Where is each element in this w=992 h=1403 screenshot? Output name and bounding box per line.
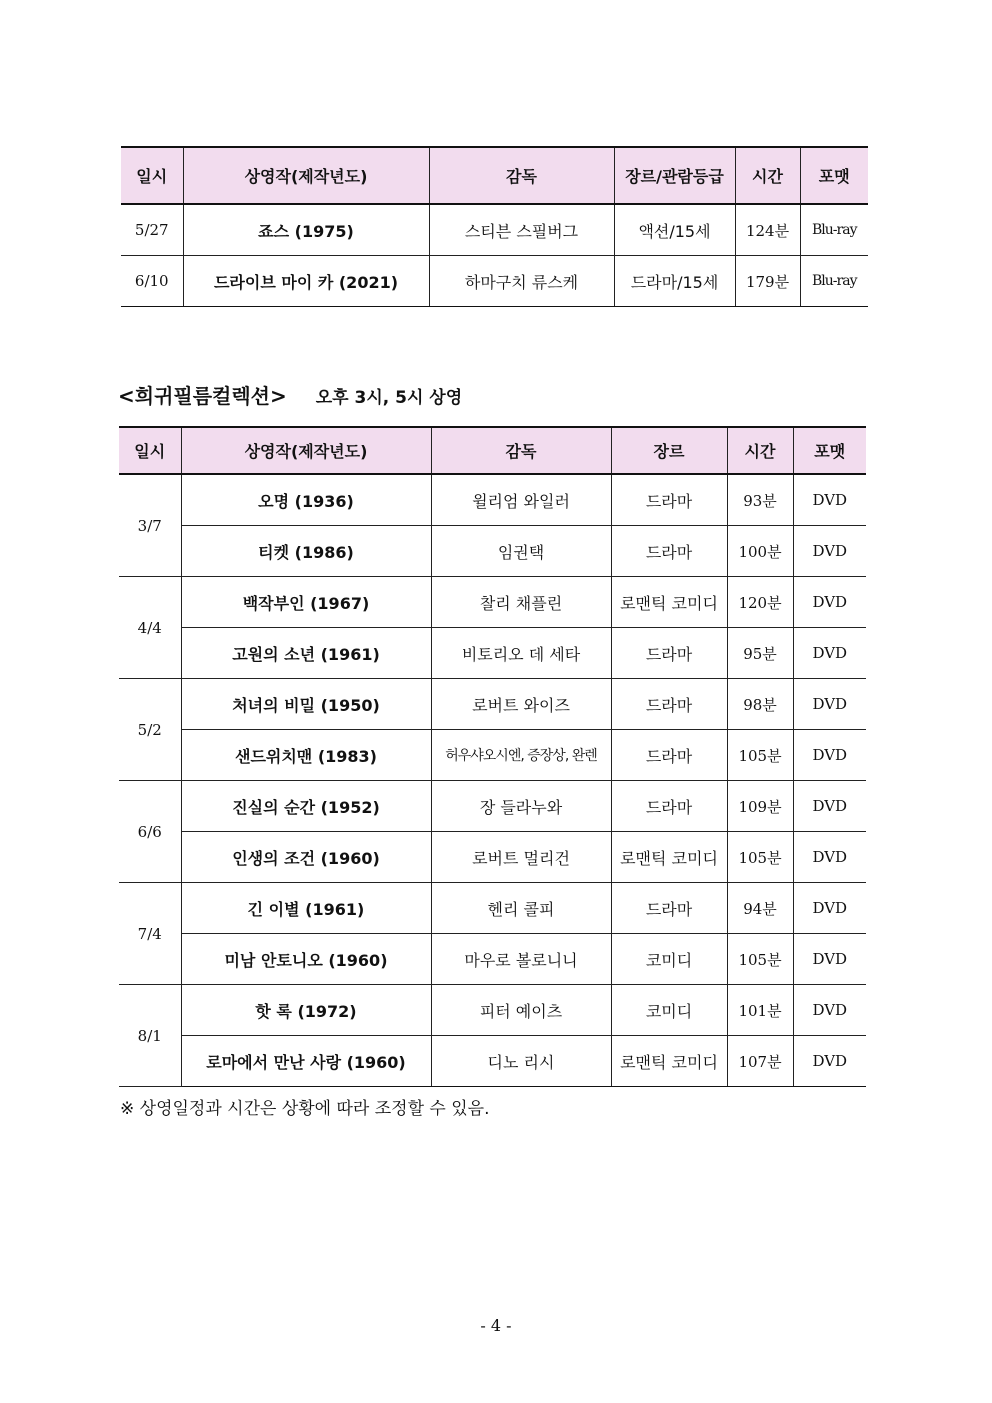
cell-genre: 드라마 [611, 730, 727, 781]
cell-genre: 드라마/15세 [614, 256, 735, 307]
cell-title: 샌드위치맨 (1983) [181, 730, 431, 781]
cell-director: 마우로 볼로니니 [431, 934, 611, 985]
cell-time: 105분 [727, 730, 793, 781]
cell-genre: 드라마 [611, 679, 727, 730]
cell-genre: 로맨틱 코미디 [611, 832, 727, 883]
table-row [119, 679, 866, 730]
cell-genre: 드라마 [611, 526, 727, 577]
cell-director: 스티븐 스필버그 [429, 204, 614, 256]
header-time: 시간 [727, 427, 793, 474]
table-row [119, 1036, 866, 1087]
cell-title: 로마에서 만난 사랑 (1960) [181, 1036, 431, 1087]
cell-time: 95분 [727, 628, 793, 679]
header-director: 감독 [431, 427, 611, 474]
table-row [119, 628, 866, 679]
table-header-row [121, 147, 868, 204]
header-genre-rating: 장르/관람등급 [614, 147, 735, 204]
cell-director: 로버트 와이즈 [431, 679, 611, 730]
cell-title: 인생의 조건 (1960) [181, 832, 431, 883]
cell-title: 드라이브 마이 카 (2021) [183, 256, 429, 307]
cell-time: 107분 [727, 1036, 793, 1087]
table-row [119, 526, 866, 577]
table-row [119, 883, 866, 934]
cell-time: 120분 [727, 577, 793, 628]
cell-director: 헨리 콜피 [431, 883, 611, 934]
cell-time: 105분 [727, 832, 793, 883]
cell-director: 장 들라누와 [431, 781, 611, 832]
cell-genre: 드라마 [611, 883, 727, 934]
section-subtitle: 오후 3시, 5시 상영 [315, 388, 463, 408]
cell-date: 5/27 [121, 204, 183, 256]
cell-genre: 드라마 [611, 474, 727, 526]
table-header-row [119, 427, 866, 474]
page-number: - 4 - [480, 1316, 512, 1335]
cell-format: DVD [793, 883, 866, 934]
cell-format: DVD [793, 474, 866, 526]
cell-title: 처녀의 비밀 (1950) [181, 679, 431, 730]
table-row [121, 256, 868, 307]
cell-genre: 드라마 [611, 628, 727, 679]
cell-time: 101분 [727, 985, 793, 1036]
cell-date: 5/2 [119, 679, 181, 781]
cell-genre: 코미디 [611, 934, 727, 985]
cell-format: DVD [793, 679, 866, 730]
header-title: 상영작(제작년도) [181, 427, 431, 474]
cell-director: 허우샤오시엔, 증장상, 완렌 [431, 730, 611, 781]
cell-director: 윌리엄 와일러 [431, 474, 611, 526]
cell-genre: 로맨틱 코미디 [611, 577, 727, 628]
cell-time: 124분 [735, 204, 800, 256]
cell-format: Blu-ray [800, 204, 868, 256]
schedule-note: ※ 상영일정과 시간은 상황에 따라 조정할 수 있음. [120, 1099, 490, 1119]
cell-director: 로버트 멀리건 [431, 832, 611, 883]
cell-time: 94분 [727, 883, 793, 934]
cell-time: 98분 [727, 679, 793, 730]
cell-title: 오명 (1936) [181, 474, 431, 526]
cell-genre: 코미디 [611, 985, 727, 1036]
header-date: 일시 [119, 427, 181, 474]
header-director: 감독 [429, 147, 614, 204]
cell-time: 93분 [727, 474, 793, 526]
cell-format: DVD [793, 628, 866, 679]
section-title [118, 380, 462, 409]
header-format: 포맷 [800, 147, 868, 204]
cell-director: 디노 리시 [431, 1036, 611, 1087]
table-row [119, 781, 866, 832]
table-row [119, 577, 866, 628]
table-row [121, 204, 868, 256]
cell-date: 7/4 [119, 883, 181, 985]
cell-format: DVD [793, 730, 866, 781]
cell-format: DVD [793, 985, 866, 1036]
table-row [119, 832, 866, 883]
table-row [119, 474, 866, 526]
cell-genre: 드라마 [611, 781, 727, 832]
cell-director: 임권택 [431, 526, 611, 577]
cell-format: DVD [793, 577, 866, 628]
cell-date: 3/7 [119, 474, 181, 577]
cell-title: 고원의 소년 (1961) [181, 628, 431, 679]
cell-time: 105분 [727, 934, 793, 985]
table-row [119, 985, 866, 1036]
header-date: 일시 [121, 147, 183, 204]
cell-time: 179분 [735, 256, 800, 307]
cell-director: 비토리오 데 세타 [431, 628, 611, 679]
cell-director: 찰리 채플린 [431, 577, 611, 628]
cell-format: DVD [793, 832, 866, 883]
cell-date: 8/1 [119, 985, 181, 1087]
table-row [119, 934, 866, 985]
schedule-table-1 [121, 146, 868, 307]
table-row [119, 730, 866, 781]
cell-format: DVD [793, 934, 866, 985]
schedule-table-2 [119, 426, 866, 1087]
cell-format: DVD [793, 1036, 866, 1087]
cell-genre: 액션/15세 [614, 204, 735, 256]
cell-title: 긴 이별 (1961) [181, 883, 431, 934]
cell-date: 4/4 [119, 577, 181, 679]
cell-title: 죠스 (1975) [183, 204, 429, 256]
cell-genre: 로맨틱 코미디 [611, 1036, 727, 1087]
cell-date: 6/10 [121, 256, 183, 307]
cell-time: 100분 [727, 526, 793, 577]
cell-title: 진실의 순간 (1952) [181, 781, 431, 832]
header-title: 상영작(제작년도) [183, 147, 429, 204]
cell-format: DVD [793, 526, 866, 577]
header-format: 포맷 [793, 427, 866, 474]
cell-title: 핫 록 (1972) [181, 985, 431, 1036]
cell-time: 109분 [727, 781, 793, 832]
cell-title: 티켓 (1986) [181, 526, 431, 577]
cell-format: DVD [793, 781, 866, 832]
cell-director: 하마구치 류스케 [429, 256, 614, 307]
cell-title: 백작부인 (1967) [181, 577, 431, 628]
header-genre: 장르 [611, 427, 727, 474]
section-heading: <희귀필름컬렉션> [118, 384, 287, 408]
cell-format: Blu-ray [800, 256, 868, 307]
cell-director: 피터 예이츠 [431, 985, 611, 1036]
header-time: 시간 [735, 147, 800, 204]
cell-title: 미남 안토니오 (1960) [181, 934, 431, 985]
cell-date: 6/6 [119, 781, 181, 883]
